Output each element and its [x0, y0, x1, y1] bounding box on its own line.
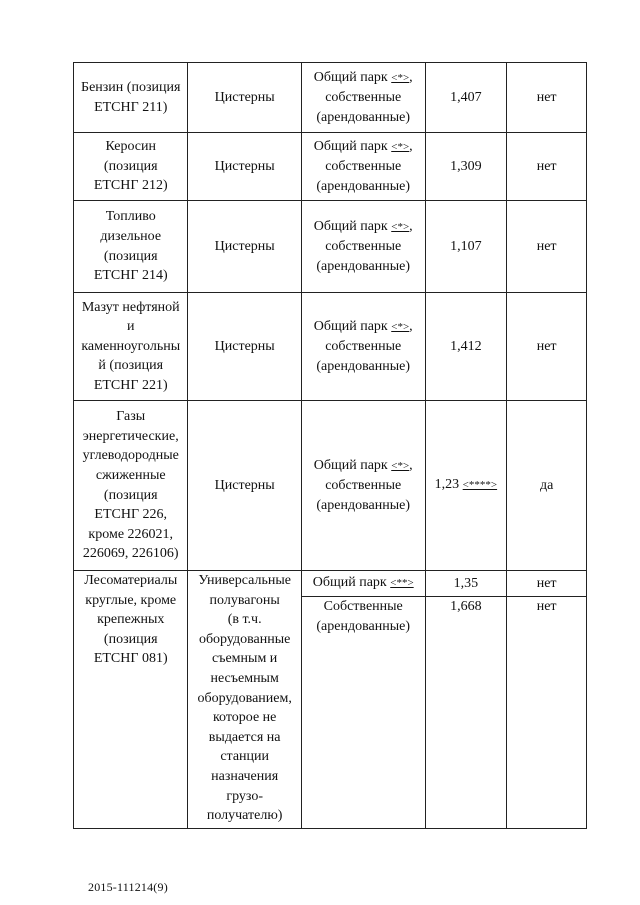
- footnote-ref: <*>: [391, 320, 410, 333]
- table-row: [74, 63, 587, 133]
- coef-cell: [425, 63, 507, 133]
- park-cell: [301, 571, 425, 597]
- flag-cell: нет: [507, 597, 587, 829]
- tariff-table: [73, 62, 587, 829]
- flag-cell: нет: [507, 133, 587, 201]
- coef-cell: [425, 401, 507, 571]
- park-label: Общий парк: [312, 575, 387, 591]
- flag-cell: нет: [507, 293, 587, 401]
- flag-cell: нет: [507, 571, 587, 597]
- footnote-ref: <*>: [391, 220, 410, 233]
- park-cell: [301, 293, 425, 401]
- coef-value: 1,407: [450, 89, 482, 105]
- flag-cell: нет: [507, 201, 587, 293]
- coef-value: 1,107: [450, 238, 482, 254]
- park-label: Общий парк: [313, 69, 388, 85]
- footnote-ref: <**>: [390, 577, 414, 590]
- flag-cell: да: [507, 401, 587, 571]
- table-row: [74, 201, 587, 293]
- table-row: [74, 571, 587, 597]
- flag-cell: нет: [507, 63, 587, 133]
- footnote-ref: <****>: [462, 479, 498, 492]
- coef-cell: [425, 133, 507, 201]
- wagon-cell: Цистерны: [188, 133, 301, 201]
- coef-cell: [425, 293, 507, 401]
- park-rest: , собственные (арендованные): [316, 69, 413, 125]
- park-cell: [301, 201, 425, 293]
- coef-value: 1,412: [450, 338, 482, 354]
- coef-cell: 1,668: [425, 597, 507, 829]
- park-rest: , собственные (арендованные): [316, 138, 413, 194]
- park-label: Общий парк: [313, 318, 388, 334]
- park-rest: , собственные (арендованные): [316, 318, 413, 374]
- cargo-cell: Керосин (позиция ЕТСНГ 212): [74, 133, 188, 201]
- park-label: Общий парк: [313, 138, 388, 154]
- park-cell: [301, 63, 425, 133]
- table-row: [74, 133, 587, 201]
- table-row: [74, 293, 587, 401]
- coef-cell: [425, 201, 507, 293]
- park-label: Общий парк: [313, 457, 388, 473]
- park-label: Общий парк: [313, 218, 388, 234]
- coef-cell: 1,35: [425, 571, 507, 597]
- wagon-cell: Цистерны: [188, 293, 301, 401]
- park-cell: Собственные (арендованные): [301, 597, 425, 829]
- cargo-cell: Газы энергетические, углеводородные сжиженные (позиция ЕТСНГ 226, кроме 226021, 226069, 226106): [74, 401, 188, 571]
- cargo-cell: Лесоматериалы круглые, кроме крепежных (позиция ЕТСНГ 081): [74, 571, 188, 829]
- wagon-cell: Цистерны: [188, 201, 301, 293]
- cargo-cell: Топливо дизельное (позиция ЕТСНГ 214): [74, 201, 188, 293]
- park-cell: [301, 133, 425, 201]
- wagon-cell: Цистерны: [188, 401, 301, 571]
- park-rest: , собственные (арендованные): [316, 218, 413, 274]
- footnote-ref: <*>: [391, 71, 410, 84]
- coef-value: 1,309: [450, 158, 482, 174]
- wagon-cell: Универсальные полувагоны (в т.ч. оборудованные съемным и несъемным оборудованием, которое не выдается на станции назначения грузо- получателю): [188, 571, 301, 829]
- footnote-ref: <*>: [391, 140, 410, 153]
- document-id: 2015-111214(9): [88, 880, 168, 894]
- park-rest: , собственные (арендованные): [316, 457, 413, 513]
- coef-value: 1,23: [434, 477, 460, 493]
- wagon-cell: Цистерны: [188, 63, 301, 133]
- table-row: [74, 401, 587, 571]
- park-cell: [301, 401, 425, 571]
- footnote-ref: <*>: [391, 459, 410, 472]
- cargo-cell: Бензин (позиция ЕТСНГ 211): [74, 63, 188, 133]
- cargo-cell: Мазут нефтяной и каменноугольны й (позиция ЕТСНГ 221): [74, 293, 188, 401]
